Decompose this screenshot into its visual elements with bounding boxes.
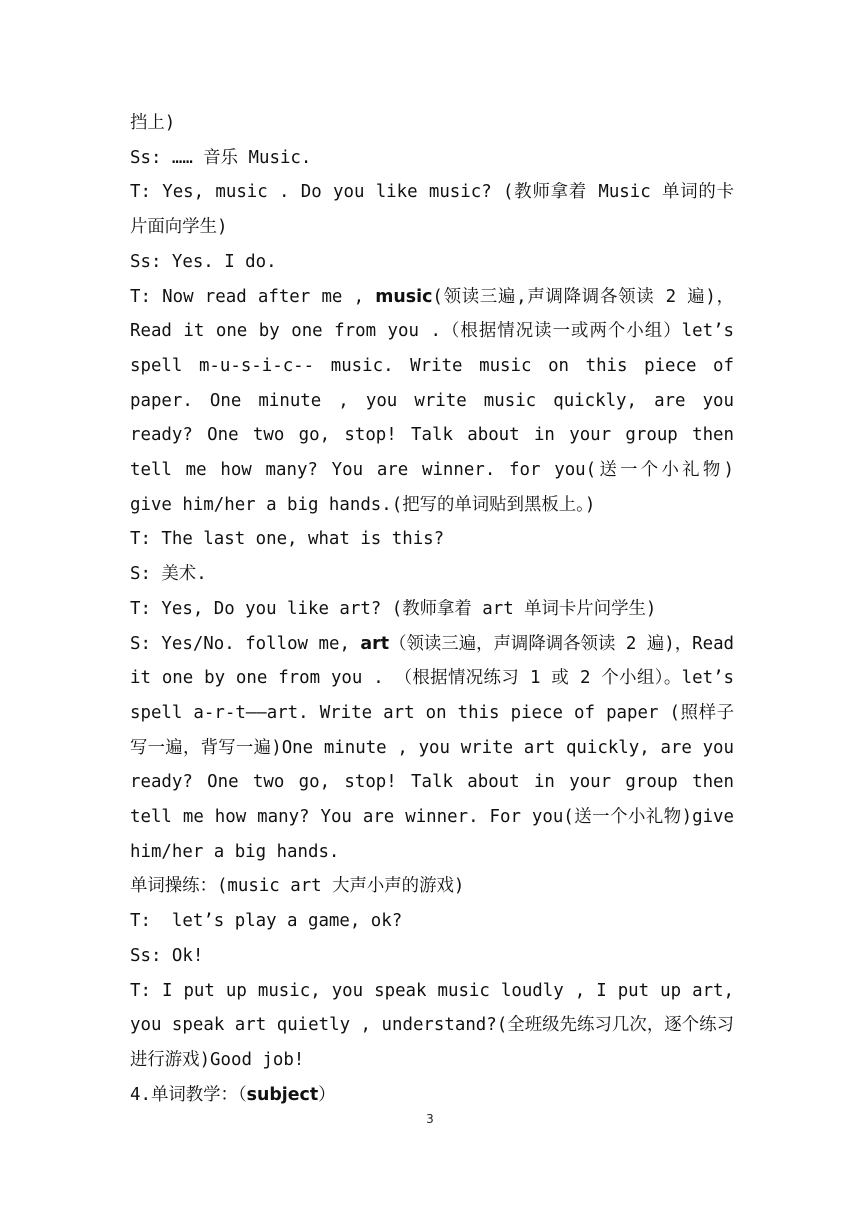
text-paragraph bbox=[130, 627, 745, 870]
section-heading bbox=[130, 1078, 734, 1113]
text-paragraph bbox=[130, 280, 745, 523]
keyword-art: art bbox=[360, 633, 390, 654]
text-run: S: Yes/No. follow me, bbox=[130, 633, 361, 654]
text-run: （领读三遍，声调降调各领读 2 遍)，Read it one by one from you . （根据情况练习 1 或 2 个小组）。let’s spell a-r-t——art. Write art on this piece of paper (照样子写一遍，背写一遍)One minute , you write art quickly, are you ready? One two go, stop! Talk about in your group then tell me how many? You are winner. For you(送一个小礼物)give him/her a big hands. bbox=[130, 633, 745, 862]
text-line: Ss: …… 音乐 Music. bbox=[130, 147, 312, 168]
text-line: 单词操练：(music art 大声小声的游戏) bbox=[130, 876, 465, 897]
text-line: Ss: Yes. I do. bbox=[130, 251, 277, 272]
text-paragraph: T: I put up music, you speak music loudly , I put up art, you speak art quietly , understand?(全班级先练习几次，逐个练习进行游戏)Good job! bbox=[130, 980, 745, 1070]
text-run: ） bbox=[318, 1084, 336, 1105]
text-line: T: let’s play a game, ok? bbox=[130, 911, 403, 932]
text-line: S: 美术. bbox=[130, 564, 207, 585]
text-line: T: Yes, Do you like art? (教师拿着 art 单词卡片问学生) bbox=[130, 598, 657, 619]
text-line: T: Yes, music . Do you like music? (教师拿着 Music 单词的卡片面向学生) bbox=[130, 182, 734, 238]
page-number: 3 bbox=[426, 1112, 434, 1126]
text-line: 挡上) bbox=[130, 113, 176, 133]
text-run: T: Now read after me , bbox=[130, 286, 376, 307]
text-line: T: The last one, what is this? bbox=[130, 529, 445, 550]
document-body bbox=[130, 106, 745, 1112]
keyword-music: music bbox=[375, 286, 433, 307]
text-run: 4.单词教学：（ bbox=[130, 1084, 247, 1105]
text-line: Ss: Ok! bbox=[130, 945, 204, 966]
text-run: (领读三遍,声调降调各领读 2 遍)，Read it one by one from you .（根据情况读一或两个小组）let’s spell m-u-s-i-c-- music. Write music on this piece of paper. One minute , you write music quickly, are you ready? One two go, stop! Talk about in your group then tell me how many? You are winner. for you(送一个小礼物) give him/her a big hands.(把写的单词贴到黑板上。) bbox=[130, 286, 745, 515]
keyword-subject: subject bbox=[246, 1084, 319, 1105]
